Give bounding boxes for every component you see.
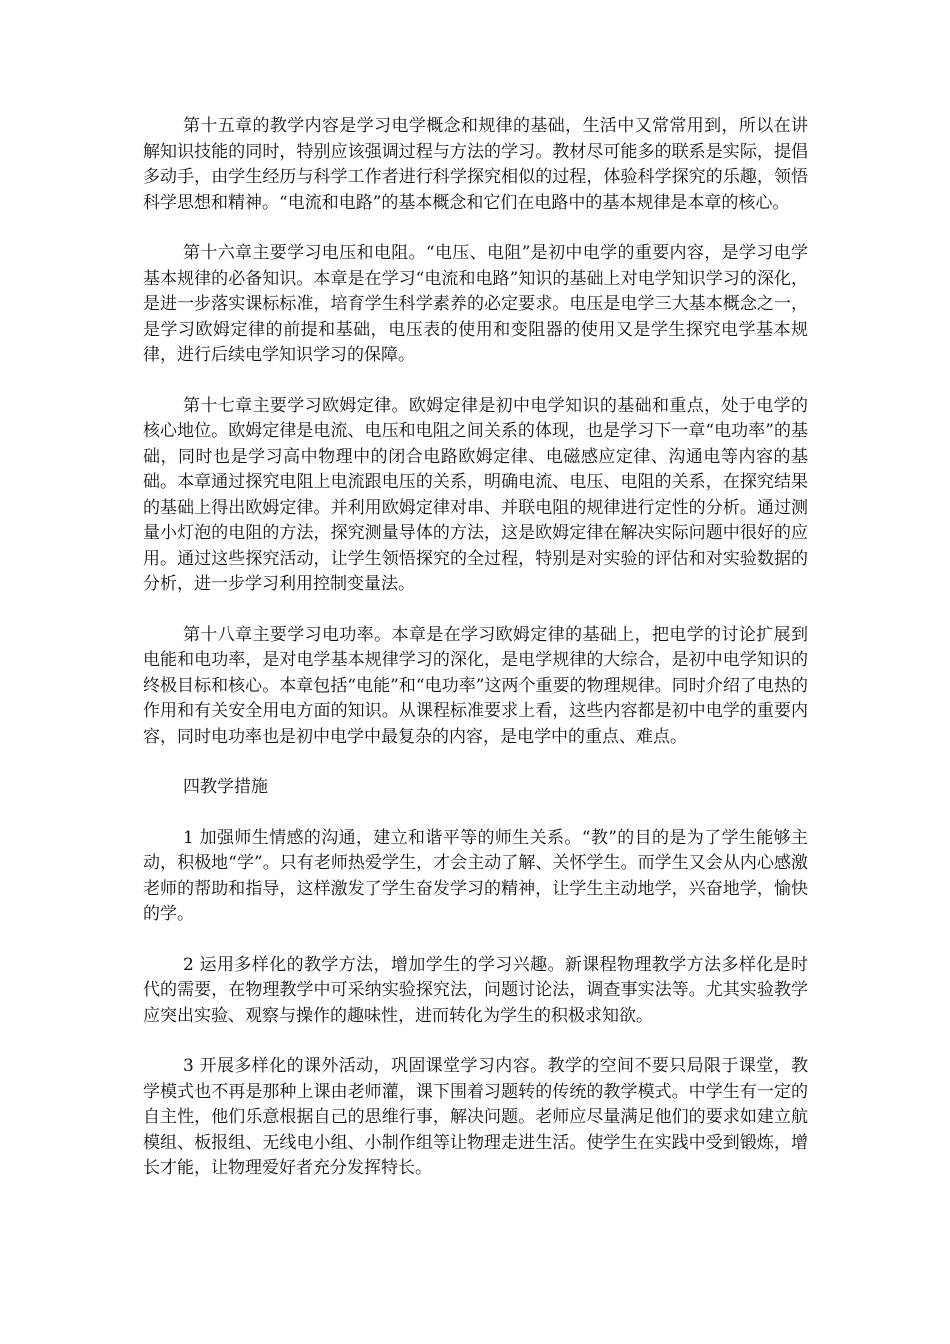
paragraph-chapter-15: 第十五章的教学内容是学习电学概念和规律的基础，生活中又常常用到，所以在讲解知识技能的同时，特别应该强调过程与方法的学习。教材尽可能多的联系是实际，提倡多动手，由学生经历与科学工作者进行科学探究相似的过程，体验科学探究的乐趣，领悟科学思想和精神。“电流和电路”的基本概念和它们在电路中的基本规律是本章的核心。 <box>143 116 808 213</box>
paragraph-chapter-17: 第十七章主要学习欧姆定律。欧姆定律是初中电学知识的基础和重点，处于电学的核心地位。欧姆定律是电流、电压和电阻之间关系的体现，也是学习下一章“电功率”的基础，同时也是学习高中物理中的闭合电路欧姆定律、电磁感应定律、沟通电等内容的基础。本章通过探究电阻上电流跟电压的关系，明确电流、电压、电阻的关系，在探究结果的基础上得出欧姆定律。并利用欧姆定律对串、并联电阻的规律进行定性的分析。通过测量小灯泡的电阻的方法，探究测量导体的方法，这是欧姆定律在解决实际问题中很好的应用。通过这些探究活动，让学生领悟探究的全过程，特别是对实验的评估和对实验数据的分析，进一步学习利用控制变量法。 <box>143 395 808 594</box>
measure-item-3: 3 开展多样化的课外活动，巩固课堂学习内容。教学的空间不要只局限于课堂，教学模式也不再是那种上课由老师灌，课下围着习题转的传统的教学模式。中学生有一定的自主性，他们乐意根据自己的思维行事，解决问题。老师应尽量满足他们的要求如建立航模组、板报组、无线电小组、小制作组等让物理走进生活。使学生在实践中受到锻炼，增长才能，让物理爱好者充分发挥特长。 <box>143 1056 808 1178</box>
paragraph-chapter-16: 第十六章主要学习电压和电阻。“电压、电阻”是初中电学的重要内容，是学习电学基本规律的必备知识。本章是在学习“电流和电路”知识的基础上对电学知识学习的深化，是进一步落实课标标准，培育学生科学素养的必定要求。电压是电学三大基本概念之一，是学习欧姆定律的前提和基础，电压表的使用和变阻器的使用又是学生探究电学基本规律，进行后续电学知识学习的保障。 <box>143 243 808 365</box>
document-body <box>143 114 808 1207</box>
paragraph-chapter-18: 第十八章主要学习电功率。本章是在学习欧姆定律的基础上，把电学的讨论扩展到电能和电功率，是对电学基本规律学习的深化，是电学规律的大综合，是初中电学知识的终极目标和核心。本章包括“电能”和“电功率”这两个重要的物理规律。同时介绍了电热的作用和有关安全用电方面的知识。从课程标准要求上看，这些内容都是初中电学的重要内容，同时电功率也是初中电学中最复杂的内容，是电学中的重点、难点。 <box>143 624 808 747</box>
measure-item-2: 2 运用多样化的教学方法，增加学生的学习兴趣。新课程物理教学方法多样化是时代的需要，在物理教学中可采纳实验探究法，问题讨论法，调查事实法等。尤其实验教学应突出实验、观察与操作的趣味性，进而转化为学生的积极求知欲。 <box>143 954 808 1026</box>
section-heading: 四教学措施 <box>183 777 268 797</box>
measure-item-1: 1 加强师生情感的沟通，建立和谐平等的师生关系。“教”的目的是为了学生能够主动，积极地“学”。只有老师热爱学生，才会主动了解、关怀学生。而学生又会从内心感激老师的帮助和指导，这样激发了学生奋发学习的精神，让学生主动地学，兴奋地学，愉快的学。 <box>143 827 808 924</box>
